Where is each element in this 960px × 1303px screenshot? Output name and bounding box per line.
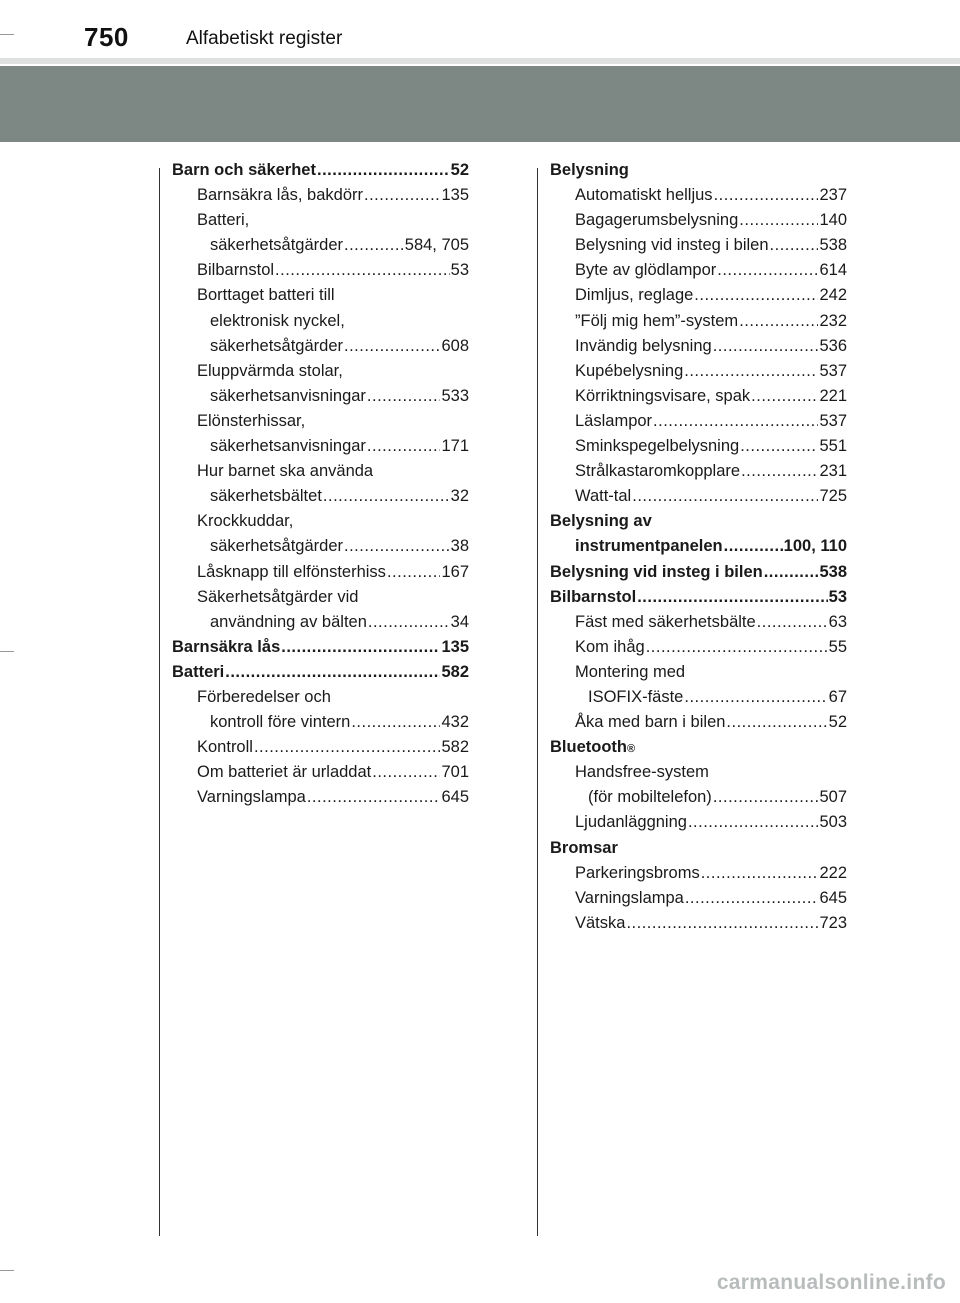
entry-page-ref[interactable]: 432 [441, 713, 469, 732]
index-entry [550, 208, 847, 233]
entry-page-ref[interactable]: 231 [819, 462, 847, 481]
index-entry [550, 459, 847, 484]
entry-page-ref[interactable]: 551 [819, 437, 847, 456]
index-entry [550, 710, 847, 735]
entry-page-ref[interactable]: 538 [819, 236, 847, 255]
entry-page-ref[interactable]: 538 [819, 562, 847, 581]
entry-label: elektronisk nyckel, [210, 311, 345, 330]
index-entry [550, 760, 847, 785]
entry-label: Varningslampa [575, 888, 684, 907]
entry-page-ref[interactable]: 537 [819, 361, 847, 380]
dot-leader [688, 810, 819, 835]
index-entry [172, 660, 469, 685]
entry-label: Dimljus, reglage [575, 286, 694, 305]
entry-label: Låsknapp till elfönsterhiss [197, 562, 386, 581]
index-entry [172, 534, 469, 559]
dot-leader [713, 785, 819, 810]
entry-label: ”Följ mig hem”-system [575, 311, 739, 330]
index-entry [550, 836, 847, 861]
entry-page-ref[interactable]: 32 [450, 487, 469, 506]
entry-page-ref[interactable]: 582 [441, 662, 469, 681]
entry-label: Bilbarnstol [550, 587, 637, 606]
dot-leader [726, 710, 827, 735]
index-entry [172, 710, 469, 735]
entry-page-ref[interactable]: 53 [828, 587, 847, 606]
dot-leader [254, 735, 441, 760]
entry-label: Bluetooth [550, 738, 627, 757]
dot-leader [713, 334, 819, 359]
entry-label: säkerhetsåtgärder [210, 537, 343, 556]
index-column-right [550, 158, 847, 936]
entry-page-ref[interactable]: 55 [828, 637, 847, 656]
index-entry [550, 560, 847, 585]
entry-page-ref[interactable]: 608 [441, 336, 469, 355]
entry-label: Eluppvärmda stolar, [197, 361, 343, 380]
entry-page-ref[interactable]: 723 [819, 913, 847, 932]
entry-label: Parkeringsbroms [575, 863, 700, 882]
entry-label: säkerhetsanvisningar [210, 386, 366, 405]
dot-leader [387, 560, 441, 585]
crop-mark [0, 651, 14, 652]
entry-label: användning av bälten [210, 612, 367, 631]
index-entry [550, 283, 847, 308]
dot-leader [225, 660, 440, 685]
entry-label: Elönsterhissar, [197, 411, 306, 430]
index-entry [172, 233, 469, 258]
index-entry [550, 861, 847, 886]
entry-label: Krockkuddar, [197, 512, 294, 531]
entry-label: Handsfree-system [575, 763, 709, 782]
entry-label: säkerhetsanvisningar [210, 437, 366, 456]
dot-leader [275, 258, 450, 283]
entry-page-ref[interactable]: 584, 705 [404, 236, 469, 255]
entry-label: Borttaget batteri till [197, 286, 335, 305]
entry-label: Watt-tal [575, 487, 632, 506]
index-entry [550, 434, 847, 459]
entry-label: Bagagerumsbelysning [575, 211, 739, 230]
index-entry [172, 359, 469, 384]
entry-label: säkerhetsåtgärder [210, 236, 343, 255]
entry-page-ref[interactable]: 135 [441, 637, 469, 656]
entry-label: Kontroll [197, 738, 253, 757]
entry-label: Belysning vid insteg i bilen [550, 562, 763, 581]
index-entry [550, 409, 847, 434]
index-entry [172, 208, 469, 233]
index-entry [550, 635, 847, 660]
entry-label: Åka med barn i bilen [575, 713, 726, 732]
entry-page-ref[interactable]: 645 [819, 888, 847, 907]
entry-page-ref[interactable]: 171 [441, 437, 469, 456]
entry-page-ref[interactable]: 52 [828, 713, 847, 732]
dot-leader [637, 585, 827, 610]
entry-page-ref[interactable]: 582 [441, 738, 469, 757]
watermark: carmanualsonline.info [716, 1271, 946, 1294]
entry-label: Byte av glödlampor [575, 261, 717, 280]
crop-mark [0, 34, 14, 35]
entry-page-ref[interactable]: 725 [819, 487, 847, 506]
entry-label: Belysning vid insteg i bilen [575, 236, 769, 255]
section-title: Alfabetiskt register [186, 28, 343, 49]
entry-label: Fäst med säkerhetsbälte [575, 612, 756, 631]
index-entry [172, 258, 469, 283]
dot-leader [646, 635, 828, 660]
index-entry [172, 685, 469, 710]
index-entry [172, 459, 469, 484]
crop-mark [0, 1270, 14, 1271]
index-entry [550, 158, 847, 183]
index-entry: Bluetooth ® [550, 735, 847, 760]
dot-leader [684, 685, 827, 710]
dot-leader [364, 183, 440, 208]
entry-label: Automatiskt helljus [575, 186, 713, 205]
dot-leader [694, 283, 818, 308]
column-rule-left [159, 168, 160, 1236]
entry-label: Läslampor [575, 411, 653, 430]
entry-page-ref[interactable]: 52 [450, 161, 469, 179]
dot-leader [632, 484, 818, 509]
index-entry [172, 384, 469, 409]
entry-label: Kom ihåg [575, 637, 645, 656]
entry-label: Sminkspegelbelysning [575, 437, 740, 456]
dot-leader [685, 886, 819, 911]
dot-leader [323, 484, 450, 509]
index-entry [172, 283, 469, 308]
dot-leader [684, 359, 818, 384]
index-entry [550, 585, 847, 610]
dot-leader [351, 710, 440, 735]
entry-label: Hur barnet ska använda [197, 462, 374, 481]
index-entry [550, 233, 847, 258]
entry-label: Vätska [575, 913, 626, 932]
entry-page-ref[interactable]: 503 [819, 813, 847, 832]
dot-leader [281, 635, 440, 660]
entry-page-ref[interactable]: 222 [819, 863, 847, 882]
index-entry [550, 886, 847, 911]
entry-label: Kupébelysning [575, 361, 684, 380]
entry-label: säkerhetsåtgärder [210, 336, 343, 355]
index-entry [550, 660, 847, 685]
entry-label: Belysning [550, 161, 629, 179]
entry-page-ref[interactable]: 53 [450, 261, 469, 280]
entry-label: Strålkastaromkopplare [575, 462, 741, 481]
dot-leader [739, 208, 818, 233]
index-entry [550, 258, 847, 283]
index-entry [550, 509, 847, 534]
dot-leader [367, 434, 441, 459]
entry-page-ref[interactable]: 537 [819, 411, 847, 430]
section-banner [0, 66, 960, 142]
index-entry [172, 635, 469, 660]
index-entry [550, 334, 847, 359]
entry-label: Barnsäkra lås [172, 637, 281, 656]
entry-label: instrumentpanelen [575, 537, 723, 556]
index-entry [550, 685, 847, 710]
index-entry [550, 810, 847, 835]
dot-leader [368, 610, 450, 635]
index-entry [172, 309, 469, 334]
entry-label: Invändig belysning [575, 336, 712, 355]
dot-leader [739, 309, 818, 334]
dot-leader [717, 258, 818, 283]
dot-leader [344, 233, 404, 258]
index-entry [550, 359, 847, 384]
entry-label: Bromsar [550, 838, 618, 857]
entry-page-ref[interactable]: 221 [819, 386, 847, 405]
dot-leader [764, 560, 819, 585]
entry-page-ref[interactable]: 533 [441, 386, 469, 405]
index-entry [172, 735, 469, 760]
index-entry [172, 434, 469, 459]
index-entry [550, 911, 847, 936]
entry-label: Batteri, [197, 211, 250, 230]
index-column-left [172, 158, 469, 810]
dot-leader [372, 760, 440, 785]
index-entry [172, 509, 469, 534]
entry-page-ref[interactable]: 507 [819, 788, 847, 807]
entry-page-ref[interactable]: 135 [441, 186, 469, 205]
dot-leader [317, 158, 450, 183]
entry-page-ref[interactable]: 34 [450, 612, 469, 631]
index-entry [550, 610, 847, 635]
index-entry [550, 384, 847, 409]
entry-page-ref[interactable]: 167 [441, 562, 469, 581]
entry-label: Bilbarnstol [197, 261, 275, 280]
entry-page-ref[interactable]: 242 [819, 286, 847, 305]
index-entry [172, 334, 469, 359]
index-entry [550, 183, 847, 208]
entry-label: Barn och säkerhet [172, 161, 316, 179]
dot-leader [344, 334, 440, 359]
column-rule-right [537, 168, 538, 1236]
entry-page-ref[interactable]: 237 [819, 186, 847, 205]
dot-leader [653, 409, 818, 434]
entry-page-ref[interactable]: 100, 110 [783, 537, 847, 556]
entry-page-ref[interactable]: 232 [819, 311, 847, 330]
entry-label: Förberedelser och [197, 687, 331, 706]
page-number: 750 [84, 22, 129, 52]
entry-label: Körriktningsvisare, spak [575, 386, 751, 405]
dot-leader [344, 534, 450, 559]
dot-leader [714, 183, 819, 208]
index-entry [550, 785, 847, 810]
dot-leader [307, 785, 441, 810]
entry-label: kontroll före vintern [210, 713, 351, 732]
entry-label: Varningslampa [197, 788, 306, 807]
dot-leader [724, 534, 783, 559]
dot-leader [740, 434, 818, 459]
dot-leader [367, 384, 441, 409]
entry-label: Ljudanläggning [575, 813, 687, 832]
dot-leader [757, 610, 828, 635]
index-entry [172, 610, 469, 635]
dot-leader [751, 384, 818, 409]
entry-label: ISOFIX-fäste [588, 687, 684, 706]
index-entry [172, 409, 469, 434]
entry-label: (för mobiltelefon) [588, 788, 712, 807]
header-rule [0, 58, 960, 64]
entry-page-ref[interactable]: 38 [450, 537, 469, 556]
entry-page-ref[interactable]: 701 [441, 763, 469, 782]
entry-label: Om batteriet är urladdat [197, 763, 372, 782]
dot-leader [770, 233, 819, 258]
entry-page-ref[interactable]: 536 [819, 336, 847, 355]
index-entry [172, 560, 469, 585]
index-entry [172, 785, 469, 810]
entry-page-ref[interactable]: 140 [819, 211, 847, 230]
index-entry [172, 760, 469, 785]
entry-label: Montering med [575, 662, 686, 681]
index-entry [172, 585, 469, 610]
index-entry [172, 183, 469, 208]
index-entry [550, 484, 847, 509]
index-entry [172, 484, 469, 509]
entry-page-ref[interactable]: 614 [819, 261, 847, 280]
index-entry [550, 534, 847, 559]
dot-leader [741, 459, 818, 484]
entry-page-ref[interactable]: 67 [828, 687, 847, 706]
entry-label: Batteri [172, 662, 225, 681]
dot-leader [701, 861, 819, 886]
entry-label: Belysning av [550, 512, 652, 531]
page-header [0, 0, 960, 62]
entry-label: Säkerhetsåtgärder vid [197, 587, 359, 606]
index-entry [172, 158, 469, 183]
entry-label: Barnsäkra lås, bakdörr [197, 186, 363, 205]
dot-leader [626, 911, 818, 936]
entry-page-ref[interactable]: 63 [828, 612, 847, 631]
index-entry [550, 309, 847, 334]
entry-label: säkerhetsbältet [210, 487, 322, 506]
entry-page-ref[interactable]: 645 [441, 788, 469, 807]
